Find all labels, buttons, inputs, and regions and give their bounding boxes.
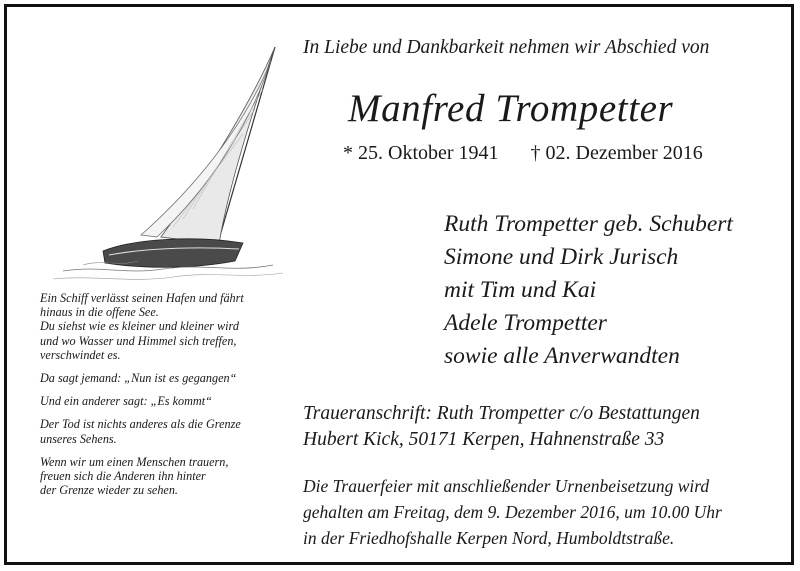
- poem-stanza-5: Wenn wir um einen Menschen trauern, freuen sich die Anderen ihn hinter der Grenze wieder zu sehen.: [40, 454, 229, 498]
- mourners-list: [444, 208, 733, 373]
- deceased-name: Manfred Trompetter: [348, 87, 674, 130]
- mourner-item: sowie alle Anverwandten: [444, 343, 680, 369]
- mourner-item: Ruth Trompetter geb. Schubert: [444, 211, 733, 237]
- death-date: † 02. Dezember 2016: [530, 142, 703, 164]
- mourner-item: Simone und Dirk Jurisch: [444, 244, 679, 270]
- poem-stanza-3: Und ein anderer sagt: „Es kommt“: [40, 394, 212, 409]
- poem: [40, 291, 300, 506]
- poem-stanza-2: Da sagt jemand: „Nun ist es gegangen“: [40, 371, 237, 386]
- sailboat-icon: [43, 39, 293, 289]
- mourner-item: Adele Trompetter: [444, 310, 607, 336]
- funeral-service-info: Die Trauerfeier mit anschließender Urnenbeisetzung wird gehalten am Freitag, dem 9. Dezember 2016, um 10.00 Uhr in der Friedhofshalle Kerpen Nord, Humboldtstraße.: [303, 476, 722, 548]
- poem-stanza-4: Der Tod ist nichts anderes als die Grenze unseres Sehens.: [40, 417, 241, 446]
- birth-date: * 25. Oktober 1941: [343, 142, 499, 164]
- poem-stanza-1: Ein Schiff verlässt seinen Hafen und fährt hinaus in die offene See. Du siehst wie es kleiner und kleiner wird und wo Wasser und Himmel sich treffen, verschwindet es.: [40, 291, 244, 362]
- mourning-address: Traueranschrift: Ruth Trompetter c/o Bestattungen Hubert Kick, 50171 Kerpen, Hahnenstraße 33: [303, 403, 700, 450]
- mourner-item: mit Tim und Kai: [444, 277, 597, 303]
- intro-line: In Liebe und Dankbarkeit nehmen wir Abschied von: [303, 37, 710, 58]
- obituary-notice: [4, 4, 794, 565]
- life-dates: [343, 142, 703, 165]
